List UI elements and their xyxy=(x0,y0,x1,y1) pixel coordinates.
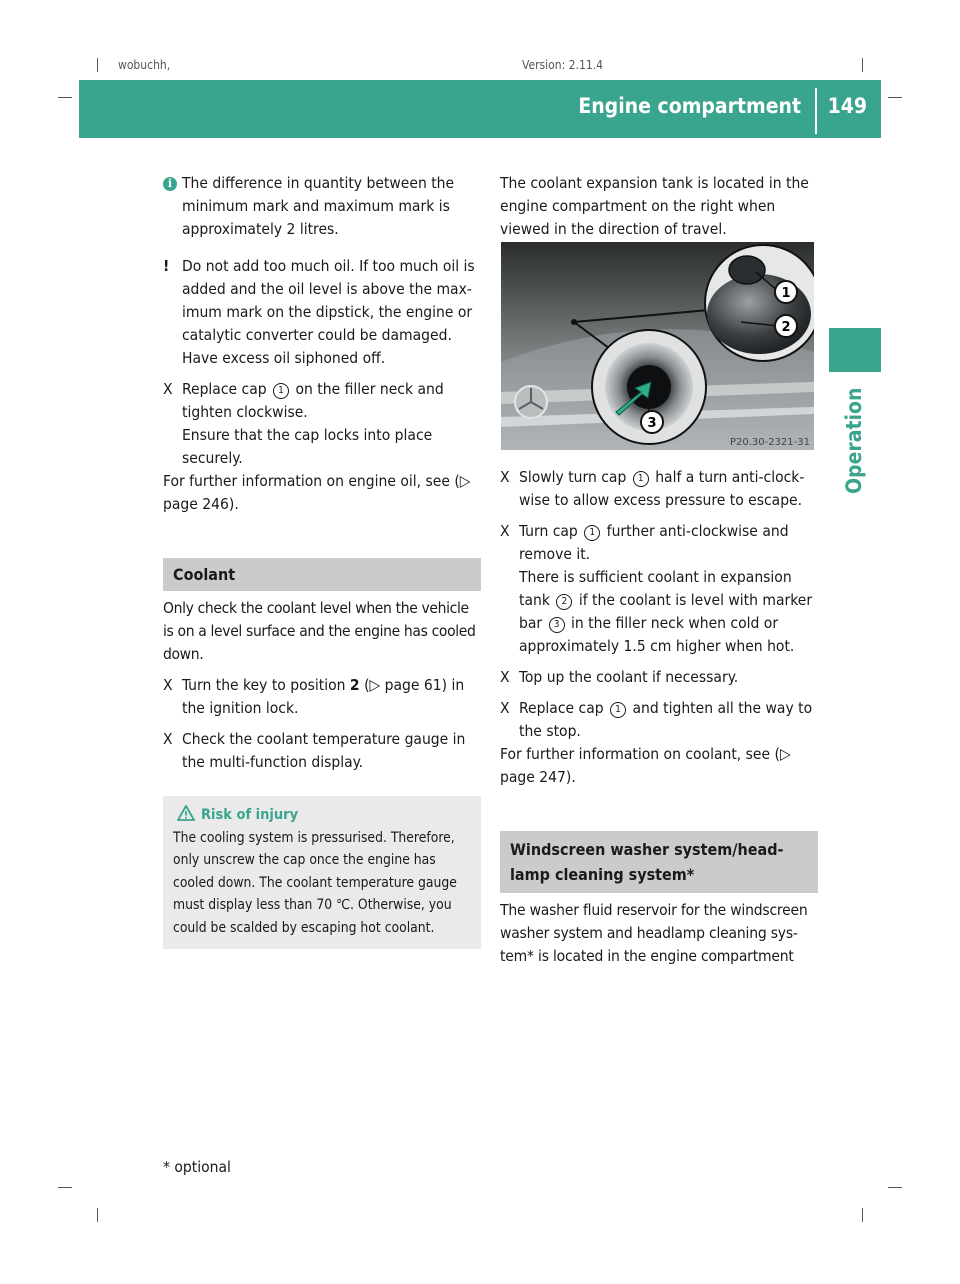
coolant-tank-figure xyxy=(501,242,814,450)
bullet-icon: X xyxy=(163,380,173,398)
step-top-up: X Top up the coolant if necessary. xyxy=(500,666,818,689)
crop-mark xyxy=(58,1187,72,1188)
risk-box xyxy=(163,796,481,949)
callout-3-marker xyxy=(641,411,663,433)
step-replace-cap: X Replace cap 1 on the filler neck and tighten clockwise. xyxy=(163,380,444,421)
step-turn-cap-further: X Turn cap 1 further anti-clockwise and remove it. xyxy=(500,522,789,563)
bullet-icon: X xyxy=(500,699,510,717)
side-tab-marker xyxy=(829,328,881,372)
page-title: Engine compartment xyxy=(578,94,801,118)
tank-cap xyxy=(729,256,765,284)
callout-1: 1 xyxy=(273,383,289,399)
bullet-icon: X xyxy=(163,730,173,748)
side-tab-label: Operation xyxy=(842,387,866,494)
crop-mark xyxy=(97,1208,98,1222)
callout-2-marker xyxy=(775,315,797,337)
crop-mark xyxy=(862,1208,863,1222)
page-number: 149 xyxy=(827,94,867,118)
svg-text:3: 3 xyxy=(647,416,657,431)
right-column-top xyxy=(500,172,818,241)
callout-1-marker xyxy=(775,281,797,303)
step-slowly-turn-cap: X Slowly turn cap 1 half a turn anti-clock-wise to allow excess pressure to escape. xyxy=(500,468,805,509)
step-turn-key: X Turn the key to position 2 (▷ page 61) in the ignition lock. xyxy=(163,676,465,717)
info-note: i The difference in quantity between the minimum mark and maximum mark is approximately 2 litres. xyxy=(163,172,481,241)
header-divider xyxy=(815,88,817,134)
bullet-icon: X xyxy=(500,468,510,486)
bullet-icon: X xyxy=(163,676,173,694)
crop-mark xyxy=(888,97,902,98)
tank-location: The coolant expansion tank is located in the engine compartment on the right when viewed in the direction of travel. xyxy=(500,174,809,238)
left-column xyxy=(163,172,481,949)
info-icon: i xyxy=(163,177,177,191)
further-info-coolant: For further information on coolant, see (▷ page 247). xyxy=(500,745,791,786)
right-column-bottom xyxy=(500,466,818,968)
crop-mark xyxy=(862,58,863,72)
crop-mark xyxy=(97,58,98,72)
step-replace-cap-tighten: X Replace cap 1 and tighten all the way to the stop. xyxy=(500,699,813,740)
step-replace-cap-note: Ensure that the cap locks into place securely. xyxy=(182,426,433,467)
risk-text: The cooling system is pressurised. Therefore, only unscrew the cap once the engine has cooled down. The coolant temperature gauge must display less than 70 ℃. Otherwise, you could be scalded by escaping hot coolant. xyxy=(173,829,457,936)
risk-title: Risk of injury xyxy=(201,804,471,827)
step-check-gauge: X Check the coolant temperature gauge in the multi-function display. xyxy=(163,730,466,771)
washer-heading: Windscreen washer system/head-lamp cleaning system* xyxy=(500,831,818,893)
top-meta-left: wobuchh, xyxy=(118,58,171,72)
further-info-oil: For further information on engine oil, see (▷ page 246). xyxy=(163,472,471,513)
svg-text:1: 1 xyxy=(781,286,791,301)
warning-icon: ! xyxy=(163,257,170,275)
warning-triangle-icon xyxy=(177,805,195,821)
header-bar xyxy=(79,80,881,138)
crop-mark xyxy=(58,97,72,98)
bullet-icon: X xyxy=(500,522,510,540)
figure-code: P20.30-2321-31 xyxy=(729,437,810,448)
washer-text: The washer fluid reservoir for the windscreen washer system and headlamp cleaning sys-tem* is located in the engine compartment xyxy=(500,901,808,965)
coolant-heading: Coolant xyxy=(163,558,481,591)
top-meta-right: Version: 2.11.4 xyxy=(522,58,603,72)
coolant-level-note: There is sufficient coolant in expansion tank 2 if the coolant is level with marker bar 3 in the filler neck when cold or approximately 1.5 cm higher when hot. xyxy=(519,568,813,655)
svg-text:2: 2 xyxy=(781,320,791,335)
footer-note: * optional xyxy=(163,1158,231,1176)
warning-note: ! Do not add too much oil. If too much oil is added and the oil level is above the max-imum mark on the dipstick, the engine or catalytic converter could be damaged. Have excess oil siphoned off. xyxy=(163,257,475,367)
crop-mark xyxy=(888,1187,902,1188)
bullet-icon: X xyxy=(500,668,510,686)
coolant-intro: Only check the coolant level when the vehicle is on a level surface and the engine has cooled down. xyxy=(163,599,476,663)
